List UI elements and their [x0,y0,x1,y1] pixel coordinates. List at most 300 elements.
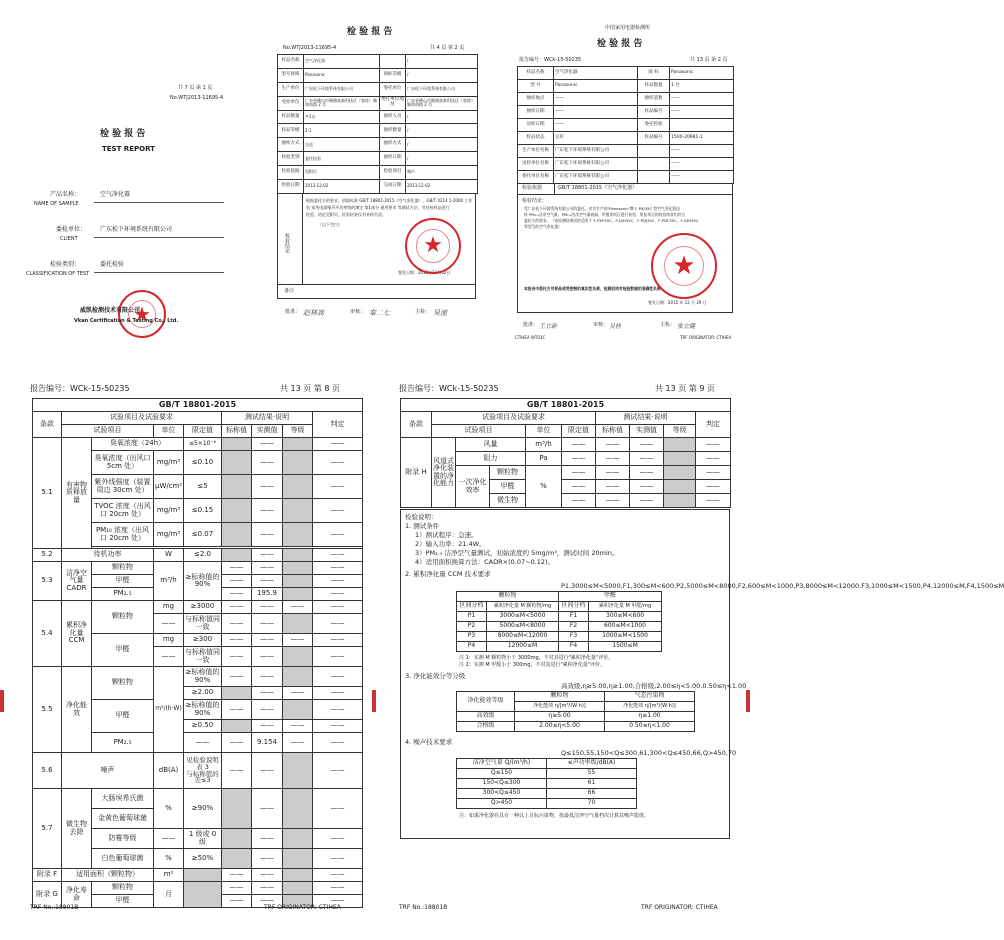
noise-cell: 70 [547,799,637,809]
notes-title: 检验说明： [405,513,438,521]
info-label: 委托单位 [380,82,406,96]
appendix-h: 附录 H [401,438,432,508]
info2-value: —— [670,145,734,158]
limit: —— [562,494,596,508]
item-ozone-5cm: 臭氧浓度（出风口 5cm 处） [92,451,154,475]
t2-head-pval: 净化能效 η/[m³/(W·h)] [515,702,605,712]
info-value: / [406,55,478,69]
limit: ≥2.00 [184,687,222,700]
info2-value: —— [670,171,734,184]
info2-label: 样品编号 [638,106,670,119]
info2-value [670,119,734,132]
cell-shaded [184,882,222,908]
verdict: —— [696,480,731,494]
verdict: —— [313,614,363,634]
report-info-page-2 [505,18,745,343]
field-label-client-en: CLIENT [60,236,78,242]
clause-5-4-label: 累积净化量 CCM [62,601,92,667]
note-4: 4. 噪声技术要求 [405,738,453,746]
limit: ≤0.10 [184,451,222,475]
info2-label: 样品数量 [638,80,670,93]
noise-cell: Q≤150 [457,769,547,779]
p9-results-table [400,398,731,508]
cell-shaded [664,452,696,466]
verdict: —— [313,499,363,523]
info-row [278,55,478,69]
t1-head-formaldehyde: 甲醛 [559,592,662,602]
info2-value: 1 台 [670,80,734,93]
measured: —— [252,882,283,895]
info-table [277,54,478,194]
measured: —— [252,720,283,733]
info-row [278,138,478,152]
info-value: / [406,124,478,138]
sign-date: 签发日期：2013年12月02日 [398,270,451,275]
verdict: —— [313,700,363,720]
institution-seal-2: ★ [651,233,717,299]
unit: mg/m³ [154,499,184,523]
p9-std: GB/T 18801-2015 [401,399,731,412]
info2-value: —— [670,158,734,171]
info2-value: 广东松下环境系统有限公司 [554,171,638,184]
info-value: 委托检验 [304,152,380,166]
info2-value: 1500-20981-1 [670,132,734,145]
cell-shaded [283,575,313,588]
info2-row [518,145,734,158]
report-cover-page [20,72,235,350]
p8-std: GB/T 18801-2015 [33,399,363,412]
cell-shaded [222,849,252,869]
info2-label: 样品编号 [638,132,670,145]
cell-shaded [283,523,313,547]
measured: —— [252,523,283,547]
scan-mark [0,690,4,712]
h-grade: 等级 [283,425,313,438]
unit: μW/cm² [154,475,184,499]
info2-value: —— [554,93,638,106]
h-item: 试验项目 [432,425,526,438]
info2-row [518,171,734,184]
verdict: —— [313,562,363,575]
measured: —— [630,438,664,452]
unit: % [154,789,184,829]
measured: —— [252,601,283,614]
ccm-cell: 1500≤M [589,642,662,652]
info-label: 抽样方式 [380,138,406,152]
unit: m³/h [154,562,184,601]
basis-value: GB/T 18801-2015《空气净化器》 [558,185,638,191]
info2-value: —— [554,119,638,132]
cell-shaded [283,869,313,882]
clause-5-1-label: 有害物质释放量 [62,438,92,549]
h-clause: 条款 [33,412,62,438]
item-ecoli: 大肠埃希氏菌 [101,793,144,802]
noise-row [457,799,637,809]
ccm-cell: P4 [457,642,487,652]
ccm-row [457,612,662,622]
ccm-cell: 1000≤M<1500 [589,632,662,642]
grade: —— [283,601,313,614]
cell-shaded [222,829,252,849]
info-value: 2013-12-02 [406,180,478,194]
clause-5-6: 5.6 [33,753,62,789]
measured: —— [252,438,283,451]
info-value: 广东松下环境系统有限公司 [304,82,380,96]
unit: mg/m³ [154,451,184,475]
verdict: —— [313,895,363,908]
conclusion2-label: 检验结论： [522,198,548,204]
measured: —— [252,499,283,523]
t1-head-range: 区间分档 [559,602,589,612]
unit: % [526,466,562,508]
note-3: 3. 净化能效分等分级 [405,672,466,680]
item-formaldehyde: 甲醛 [92,634,154,667]
info-label: 检验类别 [278,152,304,166]
test-results-page-9 [397,384,1004,915]
std-val: —— [596,494,630,508]
item-ozone: 臭氧浓度（24h） [92,438,184,451]
test-results-page-8 [28,385,368,915]
h-verdict: 判定 [313,412,363,438]
std-val: —— [222,869,252,882]
approve-label: 批准： [523,322,539,328]
unit: m³/(h·W) [154,667,184,753]
info2-row [518,119,734,132]
verdict: —— [696,466,731,480]
item-standby: 待机功率 [62,549,154,562]
measured: —— [252,895,283,908]
field-label-class: 检验类别： [50,261,81,268]
cell-shaded [283,438,313,451]
verdict: —— [313,475,363,499]
t1-head-particles: 颗粒物 [457,592,559,602]
approver-label: 批准： [285,309,301,315]
info2-value: 完好 [554,132,638,145]
h-grade: 等级 [664,425,696,438]
field-value-client: 广东松下环境系统有限公司 [100,226,173,233]
unit: —— [154,647,184,667]
cover-company: 威凯检测技术有限公司 [80,307,141,314]
note-2: 2. 累积净化量 CCM 技术要求 [405,570,491,578]
t1-note-2: 注 2：实测 M 甲醛小于 300mg，不对其进行"累积净化量"评价。 [459,662,606,668]
limit: ≤2.0 [184,549,222,562]
grade: —— [283,720,313,733]
info-value: Panasonic [304,68,380,82]
item-particles: 颗粒物 [92,601,154,634]
item-particles: 颗粒物 [490,466,526,480]
appendix-g: 附录 G [33,882,62,908]
cell-shaded [283,451,313,475]
ccm-table [456,591,662,652]
p8-page-label: 共 13 页 第 8 页 [280,384,340,393]
item-particles: 颗粒物 [92,882,154,895]
test-signature: 张立健 [677,323,696,330]
cell-shaded [283,849,313,869]
scan-mark [372,690,376,712]
item-pm25: PM₂.₅ [92,733,154,753]
unit: mg [154,634,184,647]
info-label: 型号规格 [278,68,304,82]
unit: m² [154,869,184,882]
cell-shaded [283,647,313,667]
info-label: 生产单位 [278,82,304,96]
measured: —— [252,667,283,687]
measured: —— [630,452,664,466]
unit: dB(A) [154,753,184,789]
measured: —— [252,647,283,667]
info-label: 抽样人员 [380,110,406,124]
p9-page-label: 共 13 页 第 9 页 [655,384,715,393]
std-val: —— [222,753,252,789]
info2-row [518,67,734,80]
cell-shaded [283,499,313,523]
conclusion2-note: 本报告中委托方对样品或受控制的真实性负责，检测机构对检验数据的准确性负责 [524,286,661,291]
clause-5-3-label: 洁净空气量 CADR [62,562,92,601]
h-results: 测试结果·说明 [596,412,696,425]
limit: ≤0.07 [184,523,222,547]
table-1-caption: P1,3000≤M<5000,F1,300≤M<600,P2,5000≤M<8000,F2,600≤M<1000,P3,8000≤M<12000,F3,1000≤M<1500,P4,12000≤M,F4,1500≤M [561,582,1004,590]
note-1c: 3）PM₂.₅ 洁净空气量测试，初始浓度约 5mg/m³，测试时间 20min。 [415,549,619,557]
info2-title: 检 验 报 告 [597,39,643,49]
clause-5-4: 5.4 [33,601,62,667]
info-label: 完成日期 [380,180,406,194]
item-uv: 紫外线强度（装置周边 30cm 处） [92,475,154,499]
item-resist: 阻力 [456,452,526,466]
std-val: —— [222,895,252,908]
cell-shaded [222,499,252,523]
verdict: —— [313,882,363,895]
ccm-cell: P2 [457,622,487,632]
test-label: 主检： [660,322,676,328]
efficiency-cell: η≥1.00 [605,712,695,722]
tester-label: 主检： [415,309,431,315]
conclusion-tail: （以下空白） [318,222,342,227]
clause-5-7-label: 微生物去除 [62,789,92,869]
approver-signature: 赵林嵩 [303,309,324,317]
measured: —— [252,475,283,499]
info-label: 商标等级 [380,68,406,82]
ccm-cell: 300≤M<600 [589,612,662,622]
info-value: 自送 [304,138,380,152]
remark-box [277,285,476,299]
std-val: —— [596,466,630,480]
noise-cell: Q>450 [457,799,547,809]
cell-shaded [664,480,696,494]
item-tvoc: TVOC 浓度（出风口 20cm 处） [92,499,154,523]
conclusion-line: 检验，结论见附页。检验结果仅对来样负责。 [306,212,386,217]
info-value: 见附页 [304,166,380,180]
info2-label [638,158,670,171]
ccm-cell: 5000≤M<8000 [487,622,559,632]
efficiency-cell: 合格级 [457,722,515,732]
antibac-cell [92,789,154,809]
info-page-label: 共 4 页 第 2 页 [430,45,465,51]
info-label: 受检单位 [278,96,304,110]
info-label: 检验项目 [380,166,406,180]
note-1d: 4）适用面积换算方法：CADR×(0.07~0.12)。 [415,558,555,566]
cell-shaded [283,829,313,849]
t3-head-q: 洁净空气量 Q/(m³/h) [457,759,547,769]
verdict: —— [313,634,363,647]
h-stdval: 标称值 [222,425,252,438]
cell-shaded [222,451,252,475]
std-val: —— [596,452,630,466]
cell-shaded [664,494,696,508]
t2-head-grade: 净化能效等级 [457,692,515,712]
cell-shaded [222,687,252,700]
cell-shaded [283,562,313,575]
verdict: —— [313,733,363,753]
info2-value: 空气净化器 [554,67,638,80]
info-report-no: No.WTJ2013-11695-4 [283,45,337,51]
report-info-page [265,18,480,318]
info-value: 广东省佛山市顺德高新科技区（容桂）顺和南路 2 号 [304,96,380,110]
std-val: —— [222,601,252,614]
verdict: —— [313,789,363,829]
verdict: —— [313,849,363,869]
grade: —— [283,733,313,753]
verdict: —— [696,438,731,452]
limit: —— [562,452,596,466]
field-line [94,237,224,238]
efficiency-cell: 2.00≤η<5.00 [515,722,605,732]
t1-head-range: 区间分档 [457,602,487,612]
limit: ≥3000 [184,601,222,614]
field-label-client: 委检单位： [56,226,87,233]
info2-label: 送样日期 [518,119,554,132]
measured: —— [252,687,283,700]
h-stdval: 标称值 [596,425,630,438]
verdict: —— [313,869,363,882]
info2-value: —— [670,106,734,119]
info-value: 广东松下环境系统有限公司 [406,82,478,96]
field-label-sample: 产品名称： [50,191,81,198]
info-label: 抽样日期 [380,152,406,166]
limit: 1 级或 0 级 [184,829,222,849]
noise-cell: 300<Q≤450 [457,789,547,799]
org-name: 中国家用电器检测所 [605,25,651,31]
unit: —— [154,829,184,849]
info-value: 噪声 [406,166,478,180]
info-value: 广东省佛山市顺德高新科技区（容桂）顺和南路 2 号 [406,96,478,110]
p9-footer-left: TRF No.:18801B [399,904,448,911]
h-clause: 条款 [401,412,432,438]
info-row [278,124,478,138]
info-row [278,110,478,124]
cover-title-en: TEST REPORT [102,145,155,153]
note-1: 1. 测试条件 [405,522,440,530]
info2-value: —— [670,93,734,106]
grade: —— [283,687,313,700]
std-val: —— [222,634,252,647]
ccm-row [457,632,662,642]
info2-page-label: 共 13 页 第 2 页 [690,57,728,63]
efficiency-cell: 0.50≤η<1.00 [605,722,695,732]
noise-cell: 150<Q≤300 [457,779,547,789]
field-line [94,202,224,203]
info-value: / [406,68,478,82]
limit: —— [562,480,596,494]
cell-shaded [283,882,313,895]
info-label: 检验依据 [278,166,304,180]
std-val: —— [222,588,252,601]
cell-shaded [222,523,252,547]
clause-5-5: 5.5 [33,667,62,753]
cell-shaded [283,667,313,687]
conclusion2-line: 委托方的要求。（该检测结果同时适用于 F-PXF35C、F-JXH35C、F-PDJ35C、F-PDF35C、F-JDH35C [524,218,699,223]
measured: —— [252,789,283,829]
efficiency-row [457,722,695,732]
approve-signature: 王立新 [539,323,558,330]
h-measured: 实测值 [630,425,664,438]
item-staph: 金黄色葡萄球菌 [92,809,154,829]
cell-shaded [664,466,696,480]
field-value-class: 委托检验 [100,261,125,268]
field-label-class-en: CLASSIFICATION OF TEST [26,271,90,277]
ccm-cell: F1 [559,612,589,622]
info2-value: 广东松下环境系统有限公司 [554,158,638,171]
clause-5-2: 5.2 [33,549,62,562]
unit: % [154,849,184,869]
limit: ≥90% [184,789,222,829]
h-verdict: 判定 [696,412,731,438]
item-life: 净化寿命 [62,882,92,908]
verdict: —— [313,601,363,614]
limit: ≤0.15 [184,499,222,523]
limit: ≥标称值的 90% [184,700,222,720]
field-value-sample: 空气净化器 [100,191,131,198]
h-unit: 单位 [154,425,184,438]
info2-label: 委托检验 [638,119,670,132]
h-group: 试验项目及试验要求 [432,412,596,425]
table-3-caption: Q≤150,55,150<Q≤300,61,300<Q≤450,66,Q>450,70 [561,749,737,757]
unit: m³/h [526,438,562,452]
t3-note: 注：如果净化器在具有一种以上目标污染物，按最低洁净空气量档次计算其噪声限值。 [459,813,650,819]
verdict: —— [696,494,731,508]
h-limit: 限定值 [184,425,222,438]
appendix-f: 附录 F [33,869,62,882]
grade: —— [283,634,313,647]
ccm-cell: 8000≤M<12000 [487,632,559,642]
info-row [278,180,478,194]
info2-row [518,132,734,145]
remark-label: 备注 [284,288,295,294]
std-val: —— [222,700,252,720]
info-row [278,166,478,180]
item-pm10: PM₁₀ 浓度（出风口 20cm 处） [92,523,154,547]
info2-label: 商 标 [638,67,670,80]
p9-footer-right: TRF ORIGINATOR: CTIHEA [641,904,718,911]
review-label: 审核： [593,322,609,328]
info-value: / [406,110,478,124]
clause-5-3: 5.3 [33,562,62,601]
t1-head-pval: 累积净化量 M 颗粒物/mg [487,602,559,612]
info-title: 检 验 报 告 [347,27,393,37]
info2-label: 生产单位名称 [518,145,554,158]
info-value: 2013-12-02 [304,180,380,194]
cell-shaded [283,588,313,601]
item-pm25: PM₂.₅ [92,588,154,601]
std-val: —— [222,882,252,895]
item-particles: 颗粒物 [92,667,154,700]
verdict: —— [313,667,363,687]
item-microbe: 微生物 [490,494,526,508]
info-label: 样品数量 [278,110,304,124]
cell-shaded [184,869,222,882]
info-label: 检验日期 [278,180,304,194]
ccm-row [457,622,662,632]
institution-seal: ★ [405,218,461,274]
